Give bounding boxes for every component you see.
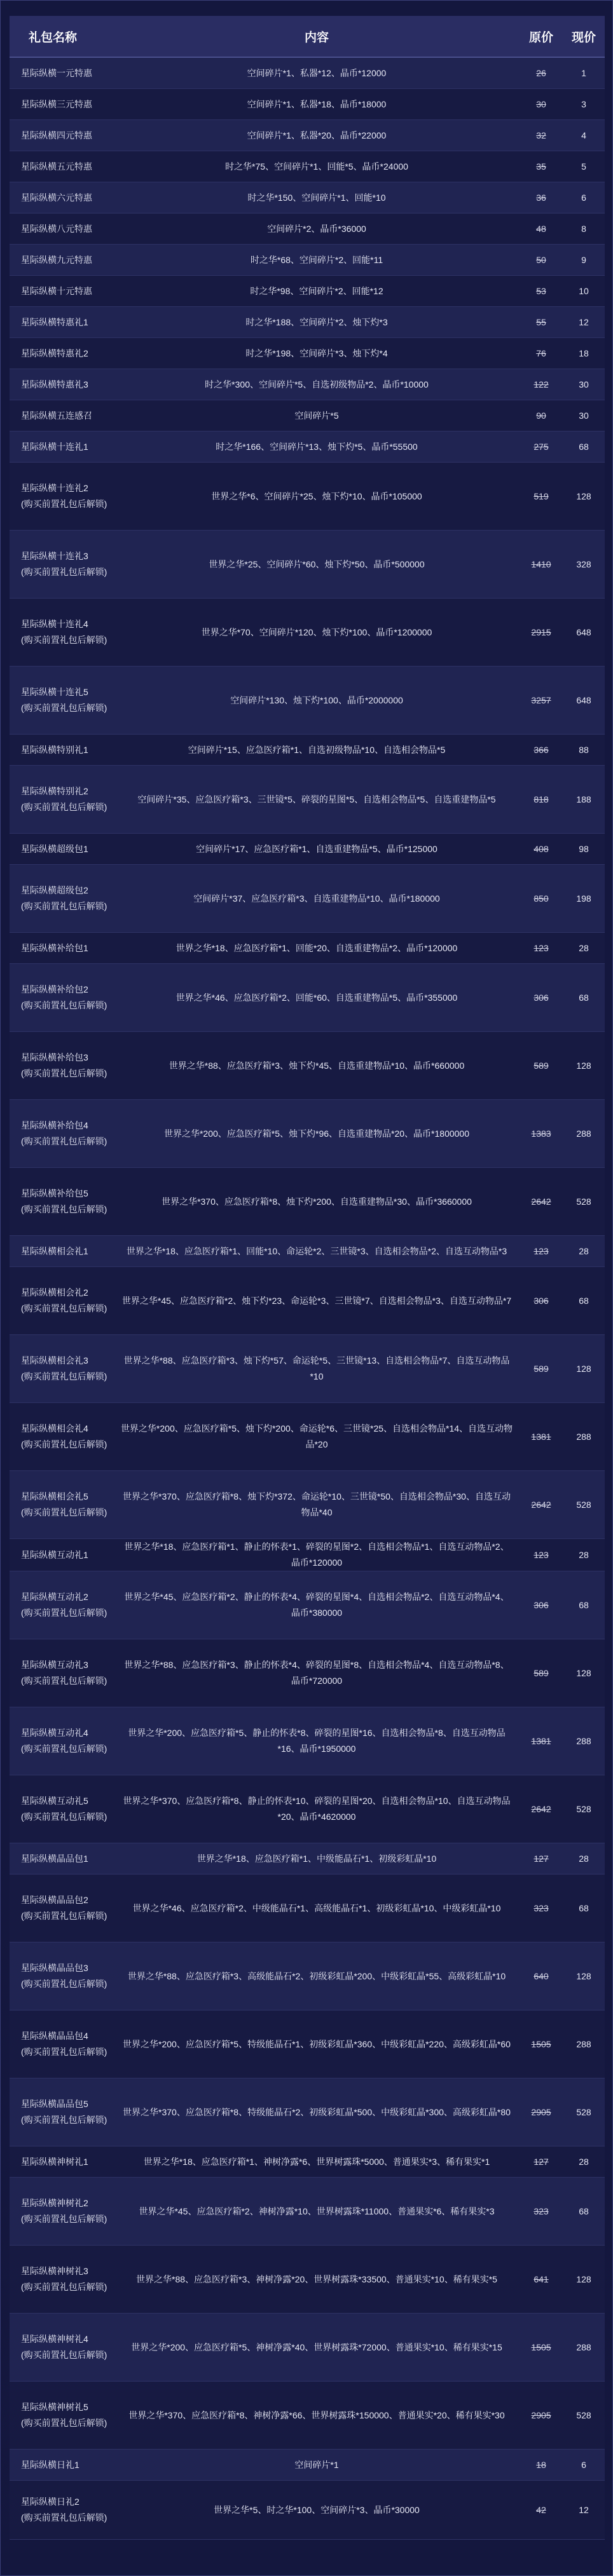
pack-content: 世界之华*200、应急医疗箱*5、特级能晶石*1、初级彩虹晶*360、中级彩虹晶*220、高级彩虹晶*60: [114, 2010, 520, 2078]
table-row: [10, 151, 605, 182]
current-price: 288: [563, 1403, 605, 1471]
pack-name: 星际纵横神树礼1: [10, 2146, 114, 2178]
table-row: [10, 1775, 605, 1843]
pack-content: 时之华*300、空间碎片*5、自选初级物品*2、晶币*10000: [114, 369, 520, 400]
original-price: 36: [520, 182, 563, 214]
pack-name: 星际纵横补给包3 (购买前置礼包后解锁): [10, 1032, 114, 1100]
pack-name: 星际纵横补给包2 (购买前置礼包后解锁): [10, 964, 114, 1032]
original-price: 53: [520, 276, 563, 307]
current-price: 68: [563, 2178, 605, 2246]
original-price: 50: [520, 245, 563, 276]
table-row: [10, 245, 605, 276]
original-price: 127: [520, 2146, 563, 2178]
pack-content: 世界之华*45、应急医疗箱*2、烛下灼*23、命运轮*3、三世镜*7、自选相会物品*3、自选互动物品*7: [114, 1267, 520, 1335]
original-price: 1381: [520, 1707, 563, 1775]
table-row: [10, 182, 605, 214]
pack-name: 星际纵横神树礼2 (购买前置礼包后解锁): [10, 2178, 114, 2246]
current-price: 9: [563, 245, 605, 276]
table-row: [10, 834, 605, 865]
header-original-price: 原价: [520, 16, 563, 57]
pack-content: 世界之华*18、应急医疗箱*1、中级能晶石*1、初级彩虹晶*10: [114, 1843, 520, 1874]
pack-name: 星际纵横十连礼1: [10, 431, 114, 463]
table-row: [10, 276, 605, 307]
table-row: [10, 2178, 605, 2246]
current-price: 28: [563, 1843, 605, 1874]
pack-name: 星际纵横超级包1: [10, 834, 114, 865]
current-price: 28: [563, 2146, 605, 2178]
current-price: 528: [563, 2382, 605, 2450]
original-price: 123: [520, 933, 563, 964]
current-price: 288: [563, 2314, 605, 2382]
pack-content: 时之华*68、空间碎片*2、回能*11: [114, 245, 520, 276]
table-row: [10, 1032, 605, 1100]
original-price: 122: [520, 369, 563, 400]
pack-name: 星际纵横互动礼1: [10, 1539, 114, 1571]
pack-name: 星际纵横晶品包4 (购买前置礼包后解锁): [10, 2010, 114, 2078]
original-price: 42: [520, 2481, 563, 2540]
table-row: [10, 57, 605, 89]
pack-name: 星际纵横神树礼4 (购买前置礼包后解锁): [10, 2314, 114, 2382]
current-price: 5: [563, 151, 605, 182]
pack-content: 空间碎片*1、私器*20、晶币*22000: [114, 120, 520, 151]
table-row: [10, 1707, 605, 1775]
pack-content: 空间碎片*1、私器*18、晶币*18000: [114, 89, 520, 120]
current-price: 128: [563, 1942, 605, 2010]
table-row: [10, 214, 605, 245]
pack-content: 世界之华*88、应急医疗箱*3、烛下灼*57、命运轮*5、三世镜*13、自选相会物品*7、自选互动物品*10: [114, 1335, 520, 1403]
table-row: [10, 2314, 605, 2382]
pack-content: 世界之华*200、应急医疗箱*5、神树净露*40、世界树露珠*72000、普通果实*10、稀有果实*15: [114, 2314, 520, 2382]
pack-name: 星际纵横晶品包2 (购买前置礼包后解锁): [10, 1874, 114, 1942]
original-price: 519: [520, 463, 563, 531]
table-header: [10, 16, 605, 57]
original-price: 1505: [520, 2010, 563, 2078]
table-row: [10, 531, 605, 599]
pack-name: 星际纵横相会礼1: [10, 1236, 114, 1267]
table-row: [10, 1539, 605, 1571]
original-price: 90: [520, 400, 563, 431]
current-price: 98: [563, 834, 605, 865]
gift-pack-table: [10, 16, 605, 2540]
current-price: 12: [563, 2481, 605, 2540]
original-price: 323: [520, 2178, 563, 2246]
original-price: 306: [520, 964, 563, 1032]
pack-name: 星际纵横晶品包1: [10, 1843, 114, 1874]
current-price: 328: [563, 531, 605, 599]
original-price: 366: [520, 735, 563, 766]
pack-content: 世界之华*370、应急医疗箱*8、神树净露*66、世界树露珠*150000、普通果实*20、稀有果实*30: [114, 2382, 520, 2450]
pack-content: 空间碎片*1: [114, 2450, 520, 2481]
pack-content: 时之华*75、空间碎片*1、回能*5、晶币*24000: [114, 151, 520, 182]
pack-name: 星际纵横互动礼2 (购买前置礼包后解锁): [10, 1571, 114, 1639]
current-price: 1: [563, 57, 605, 89]
current-price: 648: [563, 667, 605, 735]
current-price: 8: [563, 214, 605, 245]
pack-name: 星际纵横补给包1: [10, 933, 114, 964]
pack-name: 星际纵横六元特惠: [10, 182, 114, 214]
header-content: 内容: [114, 16, 520, 57]
pack-content: 空间碎片*5: [114, 400, 520, 431]
current-price: 128: [563, 1639, 605, 1707]
pack-content: 时之华*166、空间碎片*13、烛下灼*5、晶币*55500: [114, 431, 520, 463]
current-price: 3: [563, 89, 605, 120]
pack-name: 星际纵横晶品包3 (购买前置礼包后解锁): [10, 1942, 114, 2010]
pack-name: 星际纵横神树礼5 (购买前置礼包后解锁): [10, 2382, 114, 2450]
pack-name: 星际纵横补给包5 (购买前置礼包后解锁): [10, 1168, 114, 1236]
current-price: 30: [563, 400, 605, 431]
table-row: [10, 1403, 605, 1471]
table-row: [10, 735, 605, 766]
table-row: [10, 667, 605, 735]
original-price: 306: [520, 1571, 563, 1639]
pack-content: 世界之华*25、空间碎片*60、烛下灼*50、晶币*500000: [114, 531, 520, 599]
pack-content: 世界之华*88、应急医疗箱*3、神树净露*20、世界树露珠*33500、普通果实*10、稀有果实*5: [114, 2246, 520, 2314]
original-price: 2642: [520, 1471, 563, 1539]
table-row: [10, 338, 605, 369]
pack-name: 星际纵横互动礼5 (购买前置礼包后解锁): [10, 1775, 114, 1843]
pack-name: 星际纵横三元特惠: [10, 89, 114, 120]
current-price: 128: [563, 2246, 605, 2314]
pack-content: 世界之华*370、应急医疗箱*8、静止的怀表*10、碎裂的星图*20、自选相会物品*10、自选互动物品*20、晶币*4620000: [114, 1775, 520, 1843]
pack-content: 世界之华*200、应急医疗箱*5、烛下灼*200、命运轮*6、三世镜*25、自选相会物品*14、自选互动物品*20: [114, 1403, 520, 1471]
pack-name: 星际纵横互动礼3 (购买前置礼包后解锁): [10, 1639, 114, 1707]
table-row: [10, 431, 605, 463]
original-price: 850: [520, 865, 563, 933]
pack-content: 世界之华*18、应急医疗箱*1、神树净露*6、世界树露珠*5000、普通果实*3、稀有果实*1: [114, 2146, 520, 2178]
pack-content: 世界之华*18、应急医疗箱*1、回能*20、自选重建物品*2、晶币*120000: [114, 933, 520, 964]
pack-name: 星际纵横八元特惠: [10, 214, 114, 245]
pack-content: 空间碎片*15、应急医疗箱*1、自选初级物品*10、自选相会物品*5: [114, 735, 520, 766]
table-row: [10, 1335, 605, 1403]
pack-content: 世界之华*45、应急医疗箱*2、静止的怀表*4、碎裂的星图*4、自选相会物品*2、自选互动物品*4、晶币*380000: [114, 1571, 520, 1639]
pack-content: 世界之华*46、应急医疗箱*2、中级能晶石*1、高级能晶石*1、初级彩虹晶*10、中级彩虹晶*10: [114, 1874, 520, 1942]
original-price: 275: [520, 431, 563, 463]
original-price: 1505: [520, 2314, 563, 2382]
current-price: 68: [563, 1874, 605, 1942]
current-price: 128: [563, 1335, 605, 1403]
current-price: 18: [563, 338, 605, 369]
original-price: 589: [520, 1335, 563, 1403]
pack-content: 世界之华*6、空间碎片*25、烛下灼*10、晶币*105000: [114, 463, 520, 531]
header-name: 礼包名称: [10, 16, 114, 57]
table-row: [10, 2078, 605, 2146]
table-row: [10, 1843, 605, 1874]
pack-content: 世界之华*45、应急医疗箱*2、神树净露*10、世界树露珠*11000、普通果实*6、稀有果实*3: [114, 2178, 520, 2246]
pack-name: 星际纵横特别礼2 (购买前置礼包后解锁): [10, 766, 114, 834]
table-row: [10, 2481, 605, 2540]
pack-content: 世界之华*18、应急医疗箱*1、静止的怀表*1、碎裂的星图*2、自选相会物品*1、自选互动物品*2、晶币*120000: [114, 1539, 520, 1571]
pack-content: 世界之华*200、应急医疗箱*5、烛下灼*96、自选重建物品*20、晶币*1800000: [114, 1100, 520, 1168]
original-price: 1383: [520, 1100, 563, 1168]
current-price: 288: [563, 1707, 605, 1775]
original-price: 2905: [520, 2078, 563, 2146]
pack-name: 星际纵横相会礼3 (购买前置礼包后解锁): [10, 1335, 114, 1403]
pack-content: 世界之华*88、应急医疗箱*3、静止的怀表*4、碎裂的星图*8、自选相会物品*4、自选互动物品*8、晶币*720000: [114, 1639, 520, 1707]
pack-name: 星际纵横十元特惠: [10, 276, 114, 307]
pack-name: 星际纵横互动礼4 (购买前置礼包后解锁): [10, 1707, 114, 1775]
table-row: [10, 400, 605, 431]
table-row: [10, 1571, 605, 1639]
current-price: 288: [563, 1100, 605, 1168]
current-price: 128: [563, 1032, 605, 1100]
pack-name: 星际纵横神树礼3 (购买前置礼包后解锁): [10, 2246, 114, 2314]
table-row: [10, 2382, 605, 2450]
pack-content: 世界之华*88、应急医疗箱*3、高级能晶石*2、初级彩虹晶*200、中级彩虹晶*55、高级彩虹晶*10: [114, 1942, 520, 2010]
table-row: [10, 766, 605, 834]
pack-name: 星际纵横晶品包5 (购买前置礼包后解锁): [10, 2078, 114, 2146]
current-price: 12: [563, 307, 605, 338]
original-price: 1410: [520, 531, 563, 599]
original-price: 30: [520, 89, 563, 120]
pack-content: 世界之华*370、应急医疗箱*8、特级能晶石*2、初级彩虹晶*500、中级彩虹晶*300、高级彩虹晶*80: [114, 2078, 520, 2146]
table-row: [10, 1471, 605, 1539]
header-current-price: 现价: [563, 16, 605, 57]
current-price: 28: [563, 1236, 605, 1267]
pack-name: 星际纵横特惠礼1: [10, 307, 114, 338]
original-price: 306: [520, 1267, 563, 1335]
table-row: [10, 2450, 605, 2481]
pack-name: 星际纵横相会礼2 (购买前置礼包后解锁): [10, 1267, 114, 1335]
pack-name: 星际纵横十连礼5 (购买前置礼包后解锁): [10, 667, 114, 735]
original-price: 123: [520, 1236, 563, 1267]
original-price: 323: [520, 1874, 563, 1942]
pack-content: 世界之华*5、时之华*100、空间碎片*3、晶币*30000: [114, 2481, 520, 2540]
pack-name: 星际纵横十连礼2 (购买前置礼包后解锁): [10, 463, 114, 531]
pack-content: 世界之华*370、应急医疗箱*8、烛下灼*200、自选重建物品*30、晶币*3660000: [114, 1168, 520, 1236]
pack-name: 星际纵横补给包4 (购买前置礼包后解锁): [10, 1100, 114, 1168]
current-price: 28: [563, 1539, 605, 1571]
pack-content: 世界之华*46、应急医疗箱*2、回能*60、自选重建物品*5、晶币*355000: [114, 964, 520, 1032]
pack-name: 星际纵横相会礼4 (购买前置礼包后解锁): [10, 1403, 114, 1471]
current-price: 4: [563, 120, 605, 151]
pack-name: 星际纵横日礼2 (购买前置礼包后解锁): [10, 2481, 114, 2540]
original-price: 123: [520, 1539, 563, 1571]
current-price: 648: [563, 599, 605, 667]
pack-content: 世界之华*88、应急医疗箱*3、烛下灼*45、自选重建物品*10、晶币*660000: [114, 1032, 520, 1100]
pack-content: 时之华*198、空间碎片*3、烛下灼*4: [114, 338, 520, 369]
pack-name: 星际纵横相会礼5 (购买前置礼包后解锁): [10, 1471, 114, 1539]
table-row: [10, 2010, 605, 2078]
table-row: [10, 1100, 605, 1168]
pack-name: 星际纵横十连礼3 (购买前置礼包后解锁): [10, 531, 114, 599]
pack-name: 星际纵横五连感召: [10, 400, 114, 431]
current-price: 88: [563, 735, 605, 766]
table-row: [10, 865, 605, 933]
original-price: 2915: [520, 599, 563, 667]
pack-name: 星际纵横日礼1: [10, 2450, 114, 2481]
pack-content: 世界之华*18、应急医疗箱*1、回能*10、命运轮*2、三世镜*3、自选相会物品*2、自选互动物品*3: [114, 1236, 520, 1267]
pack-content: 空间碎片*35、应急医疗箱*3、三世镜*5、碎裂的星图*5、自选相会物品*5、自选重建物品*5: [114, 766, 520, 834]
current-price: 28: [563, 933, 605, 964]
pack-content: 世界之华*70、空间碎片*120、烛下灼*100、晶币*1200000: [114, 599, 520, 667]
table-row: [10, 1639, 605, 1707]
current-price: 68: [563, 964, 605, 1032]
original-price: 48: [520, 214, 563, 245]
pack-name: 星际纵横五元特惠: [10, 151, 114, 182]
original-price: 35: [520, 151, 563, 182]
current-price: 128: [563, 463, 605, 531]
current-price: 528: [563, 1471, 605, 1539]
original-price: 55: [520, 307, 563, 338]
table-row: [10, 964, 605, 1032]
pack-name: 星际纵横一元特惠: [10, 57, 114, 89]
original-price: 26: [520, 57, 563, 89]
pack-content: 空间碎片*2、晶币*36000: [114, 214, 520, 245]
pack-content: 时之华*98、空间碎片*2、回能*12: [114, 276, 520, 307]
table-row: [10, 463, 605, 531]
table-body: [10, 57, 605, 2540]
original-price: 18: [520, 2450, 563, 2481]
table-row: [10, 1267, 605, 1335]
pack-content: 世界之华*370、应急医疗箱*8、烛下灼*372、命运轮*10、三世镜*50、自选相会物品*30、自选互动物品*40: [114, 1471, 520, 1539]
current-price: 288: [563, 2010, 605, 2078]
pack-name: 星际纵横特惠礼3: [10, 369, 114, 400]
original-price: 589: [520, 1639, 563, 1707]
original-price: 32: [520, 120, 563, 151]
current-price: 528: [563, 1775, 605, 1843]
current-price: 6: [563, 182, 605, 214]
table-row: [10, 307, 605, 338]
table-row: [10, 89, 605, 120]
original-price: 408: [520, 834, 563, 865]
pack-name: 星际纵横超级包2 (购买前置礼包后解锁): [10, 865, 114, 933]
table-row: [10, 2146, 605, 2178]
pack-name: 星际纵横四元特惠: [10, 120, 114, 151]
original-price: 3257: [520, 667, 563, 735]
original-price: 76: [520, 338, 563, 369]
current-price: 30: [563, 369, 605, 400]
current-price: 188: [563, 766, 605, 834]
pack-name: 星际纵横九元特惠: [10, 245, 114, 276]
table-row: [10, 1236, 605, 1267]
current-price: 198: [563, 865, 605, 933]
table-row: [10, 120, 605, 151]
pack-name: 星际纵横十连礼4 (购买前置礼包后解锁): [10, 599, 114, 667]
current-price: 528: [563, 1168, 605, 1236]
current-price: 528: [563, 2078, 605, 2146]
table-row: [10, 1874, 605, 1942]
table-row: [10, 1942, 605, 2010]
pack-content: 时之华*150、空间碎片*1、回能*10: [114, 182, 520, 214]
current-price: 68: [563, 1571, 605, 1639]
pack-name: 星际纵横特别礼1: [10, 735, 114, 766]
original-price: 1381: [520, 1403, 563, 1471]
pack-content: 世界之华*200、应急医疗箱*5、静止的怀表*8、碎裂的星图*16、自选相会物品*8、自选互动物品*16、晶币*1950000: [114, 1707, 520, 1775]
original-price: 640: [520, 1942, 563, 2010]
pack-content: 空间碎片*37、应急医疗箱*3、自选重建物品*10、晶币*180000: [114, 865, 520, 933]
pack-content: 空间碎片*1、私器*12、晶币*12000: [114, 57, 520, 89]
table-row: [10, 369, 605, 400]
original-price: 2642: [520, 1775, 563, 1843]
current-price: 68: [563, 431, 605, 463]
original-price: 818: [520, 766, 563, 834]
pack-content: 时之华*188、空间碎片*2、烛下灼*3: [114, 307, 520, 338]
pack-content: 空间碎片*17、应急医疗箱*1、自选重建物品*5、晶币*125000: [114, 834, 520, 865]
table-row: [10, 2246, 605, 2314]
original-price: 127: [520, 1843, 563, 1874]
table-row: [10, 1168, 605, 1236]
original-price: 641: [520, 2246, 563, 2314]
table-row: [10, 599, 605, 667]
current-price: 6: [563, 2450, 605, 2481]
table-row: [10, 933, 605, 964]
original-price: 2642: [520, 1168, 563, 1236]
pack-content: 空间碎片*130、烛下灼*100、晶币*2000000: [114, 667, 520, 735]
original-price: 2905: [520, 2382, 563, 2450]
pack-name: 星际纵横特惠礼2: [10, 338, 114, 369]
original-price: 589: [520, 1032, 563, 1100]
current-price: 10: [563, 276, 605, 307]
current-price: 68: [563, 1267, 605, 1335]
